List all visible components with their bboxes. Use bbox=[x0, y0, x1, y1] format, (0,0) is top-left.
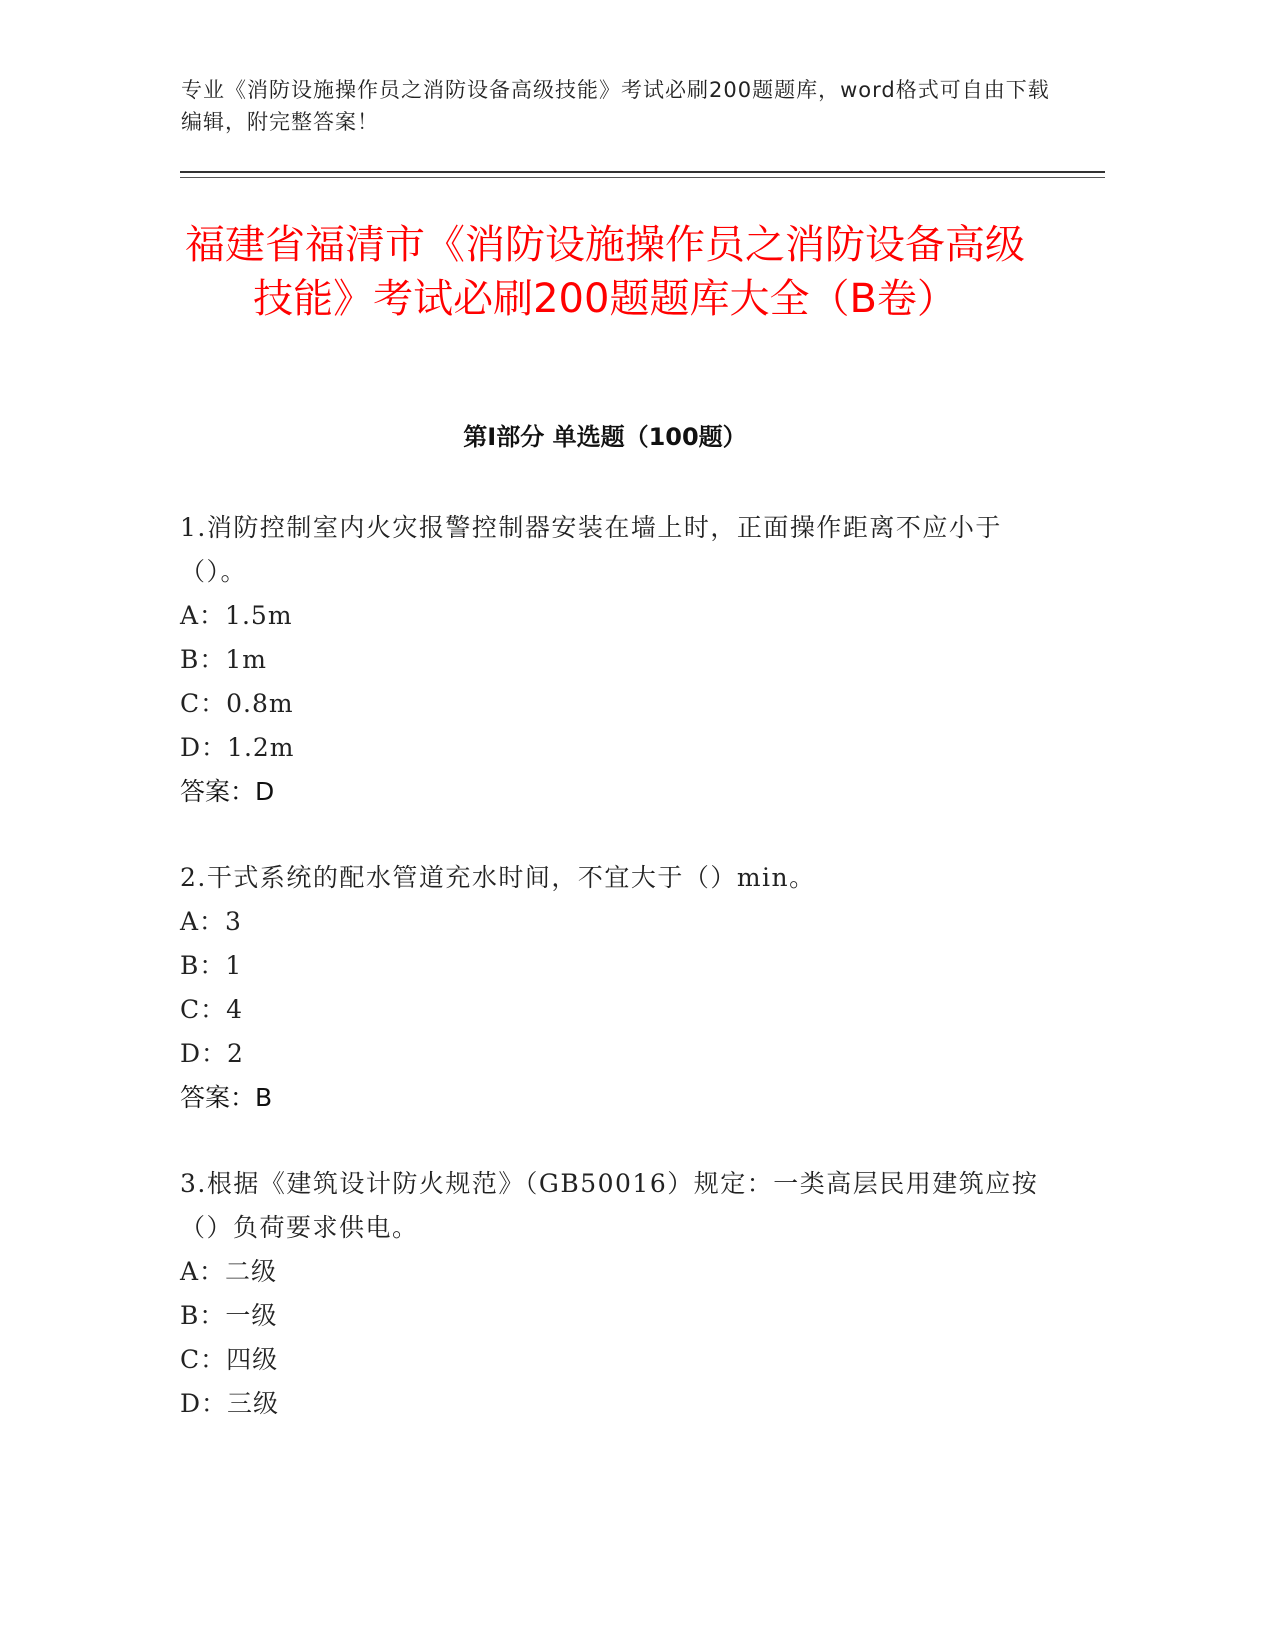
header-note: 专业《消防设施操作员之消防设备高级技能》考试必刷200题题库，word格式可自由下载编辑，附完整答案！ bbox=[181, 78, 1050, 134]
question-stem: 3.根据《建筑设计防火规范》（GB50016）规定：一类高层民用建筑应按（）负荷要求供电。 bbox=[180, 1169, 1039, 1242]
option-a: A：1.5m bbox=[180, 601, 293, 630]
answer-line: 答案：B bbox=[180, 1083, 273, 1112]
option-b: B：1m bbox=[180, 645, 267, 674]
answer-line: 答案：D bbox=[180, 777, 275, 806]
question-stem: 1.消防控制室内火灾报警控制器安装在墙上时，正面操作距离不应小于（）。 bbox=[180, 513, 1002, 586]
option-c: C：0.8m bbox=[180, 689, 294, 718]
section-heading: 第Ⅰ部分 单选题（100题） bbox=[463, 423, 747, 451]
question-1 bbox=[180, 506, 1040, 814]
option-b: B：一级 bbox=[180, 1301, 278, 1330]
option-c: C：四级 bbox=[180, 1345, 279, 1374]
question-list bbox=[180, 506, 1040, 1468]
option-d: D：三级 bbox=[180, 1389, 280, 1418]
document-title: 福建省福清市《消防设施操作员之消防设备高级技能》考试必刷200题题库大全（B卷） bbox=[185, 222, 1025, 322]
option-c: C：4 bbox=[180, 995, 244, 1024]
option-a: A：3 bbox=[180, 907, 242, 936]
question-3 bbox=[180, 1162, 1040, 1426]
option-d: D：2 bbox=[180, 1039, 244, 1068]
option-a: A：二级 bbox=[180, 1257, 278, 1286]
option-b: B：1 bbox=[180, 951, 243, 980]
question-stem: 2.干式系统的配水管道充水时间，不宜大于（）min。 bbox=[180, 863, 816, 892]
question-2 bbox=[180, 856, 1040, 1120]
header-rule-thick bbox=[180, 171, 1105, 173]
header-rule-thin bbox=[180, 177, 1105, 178]
option-d: D：1.2m bbox=[180, 733, 295, 762]
